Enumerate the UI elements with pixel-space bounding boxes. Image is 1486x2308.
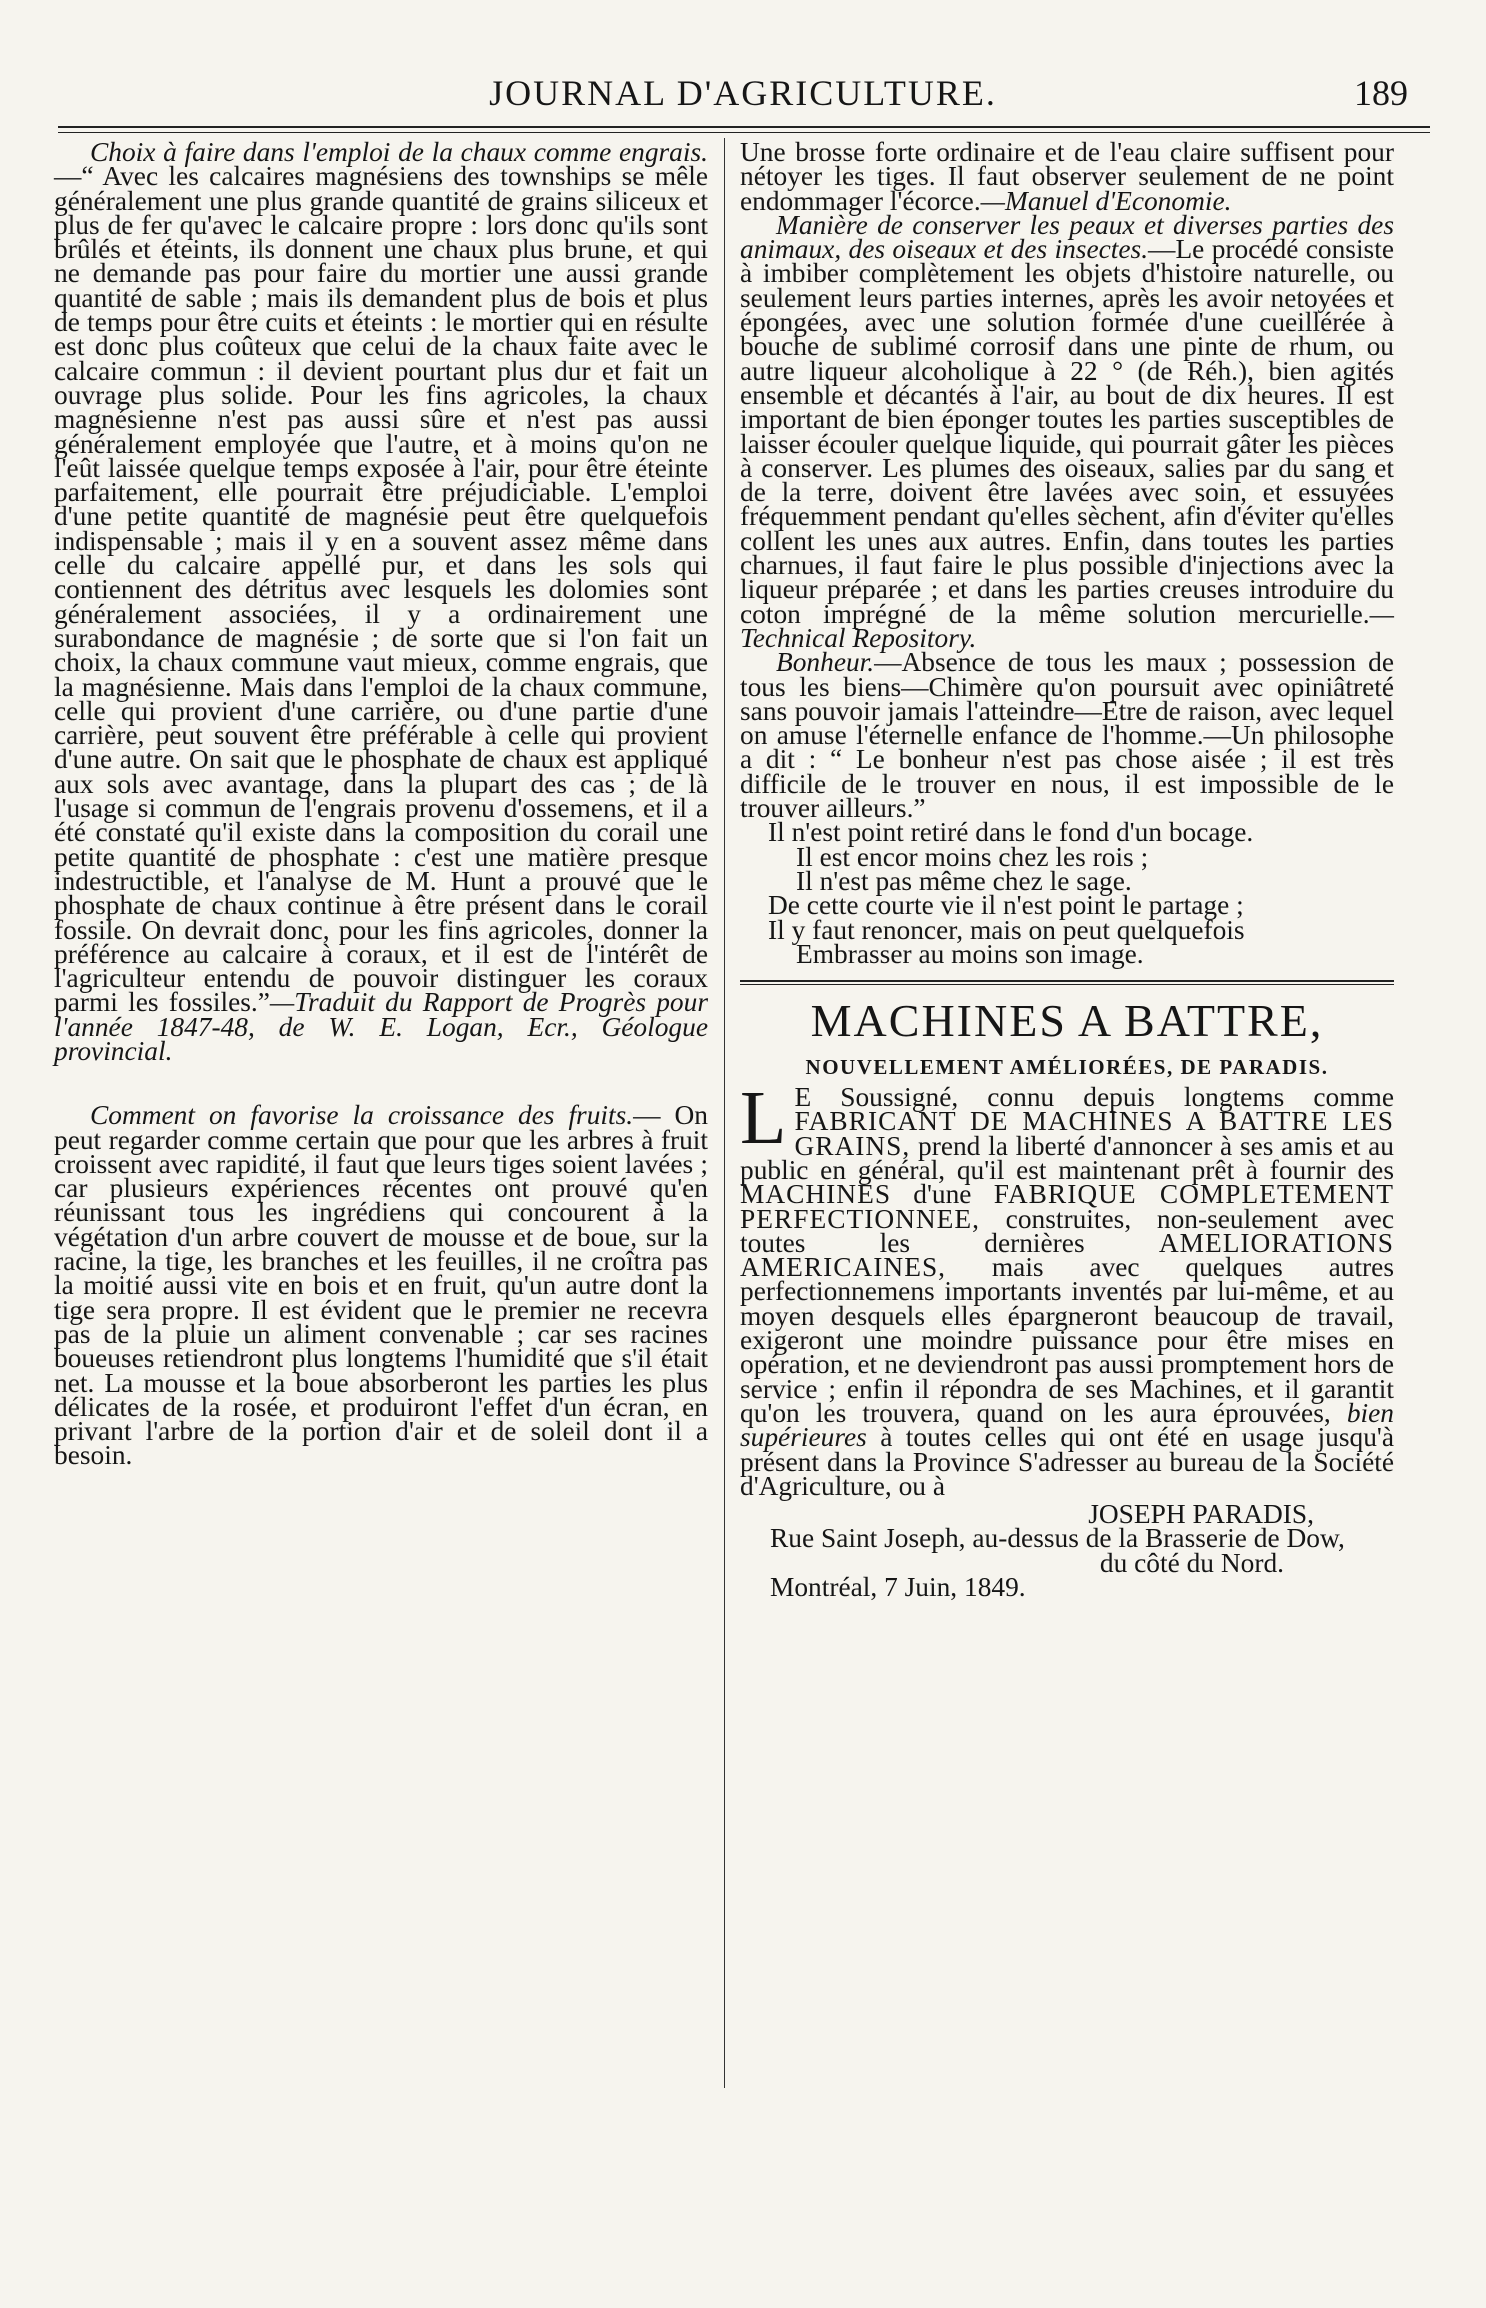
left-column: [54, 137, 708, 1471]
advertisement-address: [740, 1523, 1394, 1578]
article-source: —Manuel d'Economie.: [980, 185, 1232, 216]
article-source: —Traduit du Rapport de Progrès pour l'année 1847-48, de W. E. Logan, Ecr., Géologue provincial.: [54, 987, 708, 1066]
poem-line: Il y faut renoncer, mais on peut quelquefois: [768, 914, 1245, 945]
poem-line: Il est encor moins chez les rois ;: [796, 841, 1149, 872]
advertisement-title: MACHINES A BATTRE,: [810, 995, 1324, 1047]
article-lime-choice: [54, 137, 708, 1066]
advertisement-signer: JOSEPH PARADIS,: [1088, 1499, 1314, 1530]
article-title: Manière de conserver les peaux et diverses parties des animaux, des oiseaux et des insectes.: [740, 209, 1394, 265]
poem-line: Il n'est point retiré dans le fond d'un bocage.: [768, 817, 1254, 848]
advertisement-rule: [740, 980, 1394, 982]
article-happiness: [740, 647, 1394, 824]
address-line: du côté du Nord.: [1099, 1547, 1284, 1578]
header-rule-thin: [58, 132, 1430, 133]
article-body: —“ Avec les calcaires magnésiens des townships se mêle généralement une plus grande quantité de grains siliceux et plus de fer qu'avec le calcaire propre : lors donc qu'ils sont brûlés et éteints, ils donnent une chaux plus brune, et qui ne demande pas pour faire du mortier une aussi grande quantité de sable ; mais ils demandent plus de bois et plus de temps pour être cuits et éteints : le mortier qui en résulte est donc plus coûteux que celui de la chaux faite avec le calcaire commun : il devient pourtant plus dur et fait un ouvrage plus solide. Pour les fins agricoles, la chaux magnésienne n'est pas aussi sûre et n'est pas aussi généralement employée que l'autre, et à moins qu'on ne l'eût laissée quelque temps exposée à l'air, pour être éteinte parfaitement, elle pourrait être préjudiciable. L'emploi d'une petite quantité de magnésie peut être quelquefois indispensable ; mais il y en a souvent assez même dans celle du calcaire appellé pur, et dans les sols qui contiennent des détritus avec lesquels les dolomies sont généralement associées, il y a ordinairement une surabondance de magnésie ; de sorte que si l'on fait un choix, la chaux commune vaut mieux, comme engrais, que la magnésienne. Mais dans l'emploi de la chaux commune, celle qui provient d'une carrière, ou d'une partie d'une carrière, peut souvent être préférable à celle qui provient d'une autre. On sait que le phosphate de chaux est appliqué aux sols avec avantage, dans la plupart des cas ; de là l'usage si commun de l'engrais provenu d'ossemens, et il a été constaté qu'il existe dans la composition du corail une petite quantité de phosphate : c'est une matière presque indestructible, et l'analyse de M. Hunt a prouvé que le phosphate de chaux continue à être présent dans le corail fossile. On devrait donc, pour les fins agricoles, donner la préférence au calcaire à coraux, et il est de l'intérêt de l'agriculteur entendu de pouvoir distinguer les coraux parmi les fossiles.”: [54, 161, 708, 1018]
article-title: Choix à faire dans l'emploi de la chaux comme engrais.: [90, 137, 708, 167]
advertisement-date: Montréal, 7 Juin, 1849.: [770, 1572, 1026, 1603]
ad-caps-text: FABRIQUE COMPLETEMENT PERFECTIONNEE,: [740, 1179, 1394, 1234]
page-number: 189: [1354, 73, 1408, 113]
ad-caps-text: FABRICANT DE MACHINES A BATTRE LES GRAINS,: [794, 1106, 1394, 1161]
ad-text: construites, non-seulement avec toutes les dernières: [740, 1203, 1394, 1258]
article-preserving-skins: [740, 209, 1394, 653]
advertisement-subtitle: NOUVELLEMENT AMÉLIORÉES, DE PARADIS.: [805, 1055, 1329, 1080]
article-body: — On peut regarder comme certain que pour que les arbres à fruit croissent avec rapidité, il faut que leurs tiges soient lavées ; car plusieurs expériences récentes ont prouvé qu'en réunissant tous les ingrédiens qui concourent à la végétation d'un arbre couvert de mousse et de boue, sur la racine, la tige, les branches et les feuilles, il ne croîtra pas la moitié aussi vite en bois et en fruit, qu'un autre dont la tige sera propre. Il est évident que le premier ne recevra pas de la pluie un aliment convenable ; car ses racines boueuses retiendront plus longtems l'humidité que s'il était net. La mousse et la boue absorberont les parties les plus délicates de la rosée, et produiront l'effet d'un écran, en privant l'arbre de la portion d'air et de soleil dont il a besoin.: [54, 1100, 708, 1471]
page-header: [60, 72, 1426, 128]
spacer: [54, 1063, 708, 1103]
ad-text: prend la liberté d'annoncer à ses amis et au public en général, qu'il est maintenant prêt à fournir des: [740, 1130, 1394, 1185]
article-body: —Le procédé consiste à imbiber complètement les objets d'histoire naturelle, ou seulement leurs parties internes, après les avoir netoyées et épongées, avec une solution formée d'une cueillérée à bouche de sublimé corrosif dans une pinte de rhum, ou autre liqueur alcoholique à 22 ° (de Réh.), bien agités ensemble et décantés à l'air, au bout de dix heures. Il est important de bien éponger toutes les parties susceptibles de laisser écouler quelque liquide, qui pourrait gâter les pièces à conserver. Les plumes des oiseaux, salies par du sang et de la terre, doivent être lavées avec soin, et essuyées fréquemment pendant qu'elles sèchent, afin d'éviter qu'elles collent les unes aux autres. Enfin, dans toutes les parties charnues, il faut faire le plus possible d'injections avec la liqueur préparée ; et dans les parties creuses introduire du coton imprégné de la même solution mercurielle.: [740, 234, 1394, 629]
header-rule: [58, 126, 1430, 128]
dropcap-letter: L: [740, 1076, 787, 1161]
advertisement-body: [740, 1076, 1394, 1501]
ad-text: mais avec quelques autres perfectionnemens importants inventés par lui-même, et au moyen desquels elles épargneront beaucoup de travail, exigeront une moindre puissance pour être mises en opération, et ne deviendront pas aussi promptement hors de service ; enfin il répondra de ses Machines, et il garantit qu'on les trouvera, quand on les aura éprouvées,: [740, 1252, 1394, 1428]
ad-italic-text: bien supérieures: [740, 1397, 1394, 1453]
ad-text: E Soussigné, connu depuis longtems comme: [794, 1082, 1394, 1113]
article-title: Bonheur.: [776, 647, 875, 678]
poem-line: Embrasser au moins son image.: [796, 938, 1144, 969]
ad-caps-text: AMELIORATIONS AMERICAINES,: [740, 1227, 1394, 1283]
article-source: —Technical Repository.: [740, 598, 1394, 653]
article-title: Comment on favorise la croissance des fruits.: [90, 1100, 634, 1131]
right-column: [740, 137, 1394, 1603]
article-fruit-growth-continued: [740, 137, 1394, 216]
ad-text: à toutes celles qui ont été en usage jusqu'à présent dans la Province S'adresser au bureau de la Société d'Agriculture, ou à: [740, 1422, 1394, 1501]
poem: [740, 817, 1394, 969]
poem-line: De cette courte vie il n'est point le partage ;: [768, 890, 1244, 921]
article-body: —Absence de tous les maux ; possession de tous les biens—Chimère qu'on poursuit avec opiniâtreté sans pouvoir jamais l'atteindre—Etre de raison, avec lequel on amuse l'éternelle enfance de l'homme.—Un philosophe a dit : “ Le bonheur n'est pas chose aisée ; il est très difficile de le trouver en nous, il est impossible de le trouver ailleurs.”: [740, 647, 1394, 824]
address-line: Rue Saint Joseph, au-dessus de la Brasserie de Dow,: [770, 1523, 1345, 1554]
journal-title: JOURNAL D'AGRICULTURE.: [489, 73, 997, 113]
article-body: Une brosse forte ordinaire et de l'eau claire suffisent pour nétoyer les tiges. Il faut observer seulement de ne point endommager l'écorce.: [740, 137, 1394, 216]
advertisement-rule-thin: [740, 984, 1394, 985]
ad-caps-text: MACHINES: [740, 1179, 892, 1210]
ad-text: d'une: [891, 1179, 994, 1210]
advertisement: [740, 995, 1394, 1603]
article-fruit-growth: [54, 1100, 708, 1471]
poem-line: Il n'est pas même chez le sage.: [796, 865, 1132, 896]
column-divider: [724, 138, 725, 2088]
